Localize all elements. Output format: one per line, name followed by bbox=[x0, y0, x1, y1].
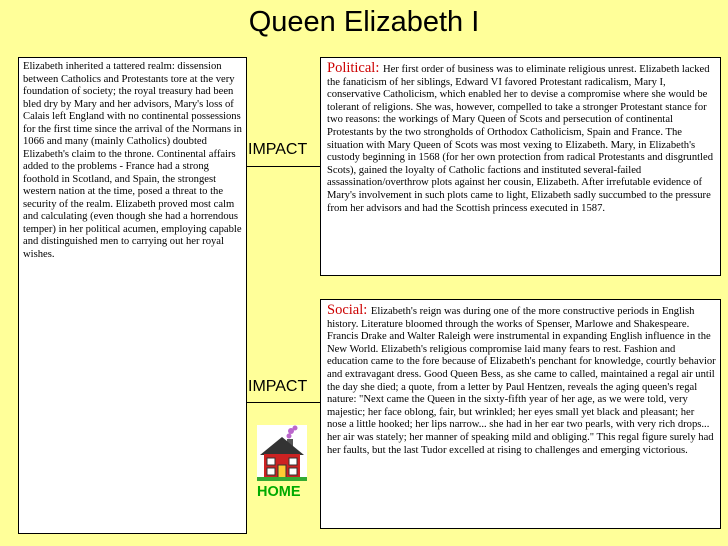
connector-line-political bbox=[247, 166, 320, 167]
political-text: Her first order of business was to eliminate religious unrest. Elizabeth lacked the fanaticism of her siblings, Edward VI favored Protestant radicalism, Mary I, conservative Catholicism, which enabled her to devise a compromise where she would be tolerant of religions. She was, however, compelled to take a stronger Protestant stance for two reasons: the workings of Mary Queen of Scots and persecution of continental Protestants by the two strongholds of Orthodox Catholicism, Spain and France. The situation with Mary Queen of Scots was most vexing to Elizabeth. Mary, in Elizabeth's custody beginning in 1568 (for her own protection from radical Protestants and disgruntled Scots), gained the loyalty of Catholic factions and instituted several-failed assassination/overthrow plots against her cousin, Elizabeth. After irrefutable evidence of Mary's involvement in such plots came to light, Elizabeth sadly succumbed to the pressure from her advisors and had the Scottish princess executed in 1587. bbox=[327, 64, 713, 214]
intro-text: Elizabeth inherited a tattered realm: dissension between Catholics and Protestants tore at the very foundation of society; the royal treasury had been bled dry by Mary and her advisors, Mary's loss of Calais left England with no continental possessions for the first time since the arrival of the Normans in 1066 and many (mainly Catholics) doubted Elizabeth's claim to the throne. Continental affairs added to the problems - France had a strong foothold in Scotland, and Spain, the strongest western nation at the time, posed a threat to the security of the realm. Elizabeth proved most calm and calculating (even though she had a horrendous temper) in her political acumen, employing capable and distinguished men to carrying out her royal wishes. bbox=[23, 61, 242, 260]
impact-label-social: IMPACT bbox=[248, 378, 308, 395]
social-heading: Social: bbox=[327, 302, 371, 318]
social-box bbox=[320, 299, 721, 529]
social-text: Elizabeth's reign was during one of the more constructive periods in English history. Literature bloomed through the works of Spenser, Marlowe and Shakespeare. Francis Drake and Walter Raleigh were instrumental in expanding English influence in the New World. Elizabeth's religious compromise laid many fears to rest. Fashion and education came to the fore because of Elizabeth's penchant for knowledge, courtly behavior and extravagant dress. Good Queen Bess, as she came to called, maintained a regal air until the day she died; a quote, from a letter by Paul Hentzen, reveals the aging queen's regal nature: "Next came the Queen in the sixty-fifth year of her age, as we were told, very majestic; her face oblong, fair, but wrinkled; her eyes small yet black and pleasant; her nose a little hooked; her lips narrow... she had in her ear two pearls, with very rich drops... her air was stately; her manner of speaking mild and obliging." This regal figure surely had her faults, but the last Tudor excelled at rising to challenges and emerging victorious. bbox=[327, 306, 716, 456]
political-box bbox=[320, 57, 721, 276]
page-title: Queen Elizabeth I bbox=[248, 6, 480, 38]
political-heading: Political: bbox=[327, 60, 383, 76]
intro-text-box bbox=[18, 57, 247, 534]
connector-line-social bbox=[247, 402, 320, 403]
impact-label-political: IMPACT bbox=[248, 141, 308, 158]
home-link[interactable]: HOME bbox=[257, 484, 301, 500]
home-house-icon[interactable] bbox=[257, 425, 307, 481]
